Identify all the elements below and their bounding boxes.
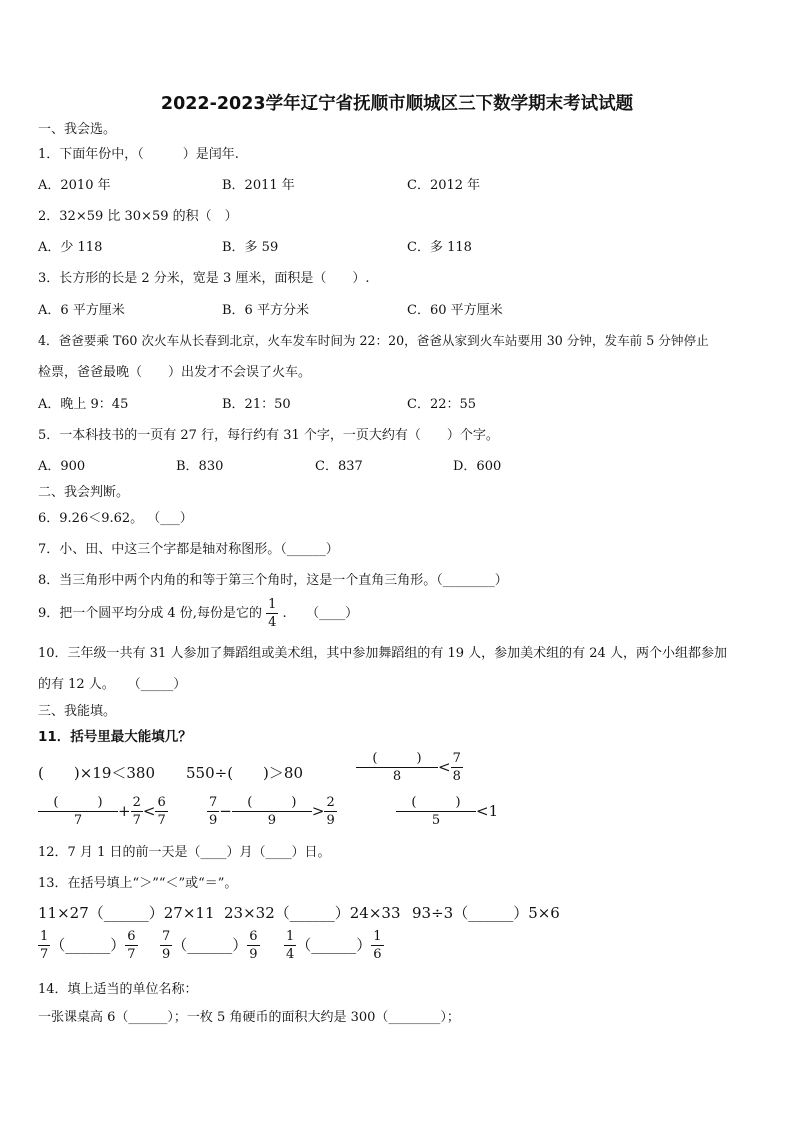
- question-9-answer-blank: . （____）: [282, 606, 359, 621]
- fraction-numerator-blank: ( ): [411, 795, 461, 810]
- fraction-denominator: 9: [209, 813, 218, 828]
- question-2-stem: 2．32×59 比 30×59 的积（ ）: [38, 209, 238, 224]
- fraction-numerator: 6: [249, 929, 258, 944]
- fraction: [155, 796, 167, 827]
- operator: +: [118, 802, 131, 820]
- comparison-sign: <: [438, 758, 451, 776]
- fraction-bar: [207, 811, 219, 812]
- fraction: [371, 930, 383, 961]
- fraction-denominator: 7: [73, 813, 83, 828]
- fraction-denominator: 8: [392, 769, 402, 784]
- page-title: 2022-2023学年辽宁省抚顺市顺城区三下数学期末考试试题: [160, 94, 634, 114]
- question-5-stem: 5．一本科技书的一页有 27 行，每行约有 31 个字，一页大约有（ ）个字。: [38, 428, 499, 443]
- question-12: 12．7 月 1 日的前一天是（____）月（____）日。: [38, 845, 331, 860]
- fraction: [396, 796, 476, 827]
- question-13-compare-1: 11×27（______）27×11: [38, 904, 215, 922]
- comparison-sign: <: [142, 802, 156, 820]
- fraction-denominator: 9: [162, 947, 171, 962]
- question-11-expr-1: ( )×19＜380: [38, 764, 155, 782]
- question-3-stem: 3．长方形的长是 2 分米，宽是 3 厘米，面积是（ ）.: [38, 271, 370, 286]
- fraction-numerator: 6: [157, 795, 166, 810]
- operator: −: [219, 802, 232, 820]
- fraction: [131, 796, 143, 827]
- fraction-denominator: 7: [132, 813, 141, 828]
- fraction-bar: [155, 811, 167, 812]
- question-3-option-a: A．6 平方厘米: [38, 303, 125, 318]
- fraction: [38, 796, 118, 827]
- question-13-compare-2: 23×32（______）24×33: [224, 904, 401, 922]
- fraction: [356, 752, 438, 783]
- fraction-denominator: 7: [127, 947, 136, 962]
- question-5-option-c: C．837: [315, 459, 363, 474]
- question-11-expr-4: [38, 796, 168, 827]
- question-9-fraction: [266, 598, 278, 629]
- question-13-compare-3: 93÷3（______）5×6: [412, 904, 560, 922]
- fraction: [207, 796, 219, 827]
- fraction-bar: [371, 945, 383, 946]
- fraction-bar: [396, 811, 476, 812]
- fraction-numerator: 7: [162, 929, 171, 944]
- question-13-stem: 13．在括号填上“＞”“＜”或“＝”。: [38, 876, 238, 891]
- fraction-bar: [266, 613, 278, 614]
- answer-blank: （______）: [50, 936, 126, 954]
- answer-blank: （______）: [296, 936, 372, 954]
- question-8: 8．当三角形中两个内角的和等于第三个角时，这是一个直角三角形。（________）: [38, 573, 508, 588]
- fraction: [160, 930, 172, 961]
- question-7: 7．小、田、中这三个字都是轴对称图形。（______）: [38, 542, 339, 557]
- fraction-bar: [160, 945, 172, 946]
- fraction-numerator: 1: [40, 929, 49, 944]
- fraction-numerator-blank: ( ): [53, 795, 103, 810]
- fraction-bar: [324, 811, 336, 812]
- question-9: [38, 598, 358, 629]
- fraction-denominator: 9: [249, 947, 258, 962]
- question-4-option-a: A．晚上 9：45: [38, 397, 129, 412]
- fraction: [232, 796, 312, 827]
- question-9-text: 9．把一个圆平均分成 4 份,每份是它的: [38, 606, 262, 621]
- question-4-stem-line1: 4．爸爸要乘 T60 次火车从长春到北京，火车发车时间为 22：20，爸爸从家到火车站要用 30 分钟，发车前 5 分钟停止: [38, 333, 709, 348]
- question-5-option-b: B．830: [176, 459, 224, 474]
- section-heading-judge: 二、我会判断。: [38, 485, 130, 500]
- question-13-fraction-compare-3: [284, 930, 384, 961]
- question-11-expr-5: [207, 796, 337, 827]
- fraction: [284, 930, 296, 961]
- fraction: [247, 930, 259, 961]
- question-10-line2: 的有 12 人。 （_____）: [38, 677, 187, 692]
- fraction: [125, 930, 137, 961]
- fraction-numerator: 7: [209, 795, 218, 810]
- fraction-denominator: 8: [452, 769, 461, 784]
- fraction-denominator: 4: [286, 947, 295, 962]
- section-heading-choice: 一、我会选。: [38, 122, 117, 137]
- fraction-denominator: 6: [373, 947, 382, 962]
- question-5-option-d: D．600: [453, 459, 502, 474]
- question-11-expr-6: [396, 796, 498, 827]
- fraction-denominator: 7: [157, 813, 166, 828]
- fraction-bar: [232, 811, 312, 812]
- fraction-numerator: 1: [373, 929, 382, 944]
- fraction-bar: [451, 767, 463, 768]
- fraction-bar: [131, 811, 143, 812]
- question-11-stem: 11．括号里最大能填几？: [38, 729, 192, 745]
- fraction-numerator: 7: [452, 751, 461, 766]
- section-heading-fill: 三、我能填。: [38, 704, 117, 719]
- question-10-line1: 10．三年级一共有 31 人参加了舞蹈组或美术组，其中参加舞蹈组的有 19 人，参加美术组的有 24 人，两个小组都参加: [38, 646, 727, 661]
- fraction-numerator-blank: ( ): [247, 795, 297, 810]
- fraction-numerator: 1: [268, 597, 277, 612]
- question-1-stem: 1．下面年份中，（ ）是闰年.: [38, 147, 239, 162]
- fraction-bar: [247, 945, 259, 946]
- fraction-numerator: 2: [132, 795, 141, 810]
- fraction-denominator: 5: [431, 813, 441, 828]
- question-2-option-b: B．多 59: [222, 240, 279, 255]
- question-5-option-a: A．900: [38, 459, 86, 474]
- question-4-option-b: B．21：50: [222, 397, 291, 412]
- question-11-expr-3: [356, 752, 463, 783]
- comparison-sign: <1: [476, 802, 499, 820]
- question-13-fraction-compare-1: [38, 930, 138, 961]
- answer-blank: （______）: [172, 936, 248, 954]
- fraction-bar: [38, 945, 50, 946]
- fraction: [324, 796, 336, 827]
- question-13-fraction-compare-2: [160, 930, 260, 961]
- fraction-denominator: 7: [40, 947, 49, 962]
- fraction-denominator: 9: [326, 813, 335, 828]
- question-6: 6．9.26＜9.62。 （___）: [38, 511, 193, 526]
- fraction-bar: [356, 767, 438, 768]
- fraction-numerator-blank: ( ): [372, 751, 422, 766]
- fraction: [451, 752, 463, 783]
- question-1-option-c: C．2012 年: [407, 178, 481, 193]
- question-1-option-b: B．2011 年: [222, 178, 295, 193]
- question-2-option-c: C．多 118: [407, 240, 472, 255]
- fraction-bar: [284, 945, 296, 946]
- question-2-option-a: A．少 118: [38, 240, 103, 255]
- question-4-option-c: C．22：55: [407, 397, 477, 412]
- comparison-sign: >: [311, 802, 325, 820]
- question-4-stem-line2: 检票，爸爸最晚（ ）出发才不会误了火车。: [38, 365, 312, 380]
- question-3-option-c: C．60 平方厘米: [407, 303, 503, 318]
- fraction-denominator: 9: [267, 813, 276, 828]
- fraction-denominator: 4: [268, 615, 277, 630]
- question-14-line: 一张课桌高 6（______）；一枚 5 角硬币的面积大约是 300（________）；: [38, 1010, 460, 1025]
- question-11-expr-2: 550÷( )＞80: [186, 764, 303, 782]
- question-14-stem: 14．填上适当的单位名称：: [38, 982, 198, 997]
- question-3-option-b: B．6 平方分米: [222, 303, 309, 318]
- fraction-bar: [38, 811, 118, 812]
- fraction: [38, 930, 50, 961]
- fraction-bar: [125, 945, 137, 946]
- fraction-numerator: 2: [326, 795, 335, 810]
- fraction-numerator: 1: [286, 929, 295, 944]
- question-1-option-a: A．2010 年: [38, 178, 111, 193]
- fraction-numerator: 6: [127, 929, 136, 944]
